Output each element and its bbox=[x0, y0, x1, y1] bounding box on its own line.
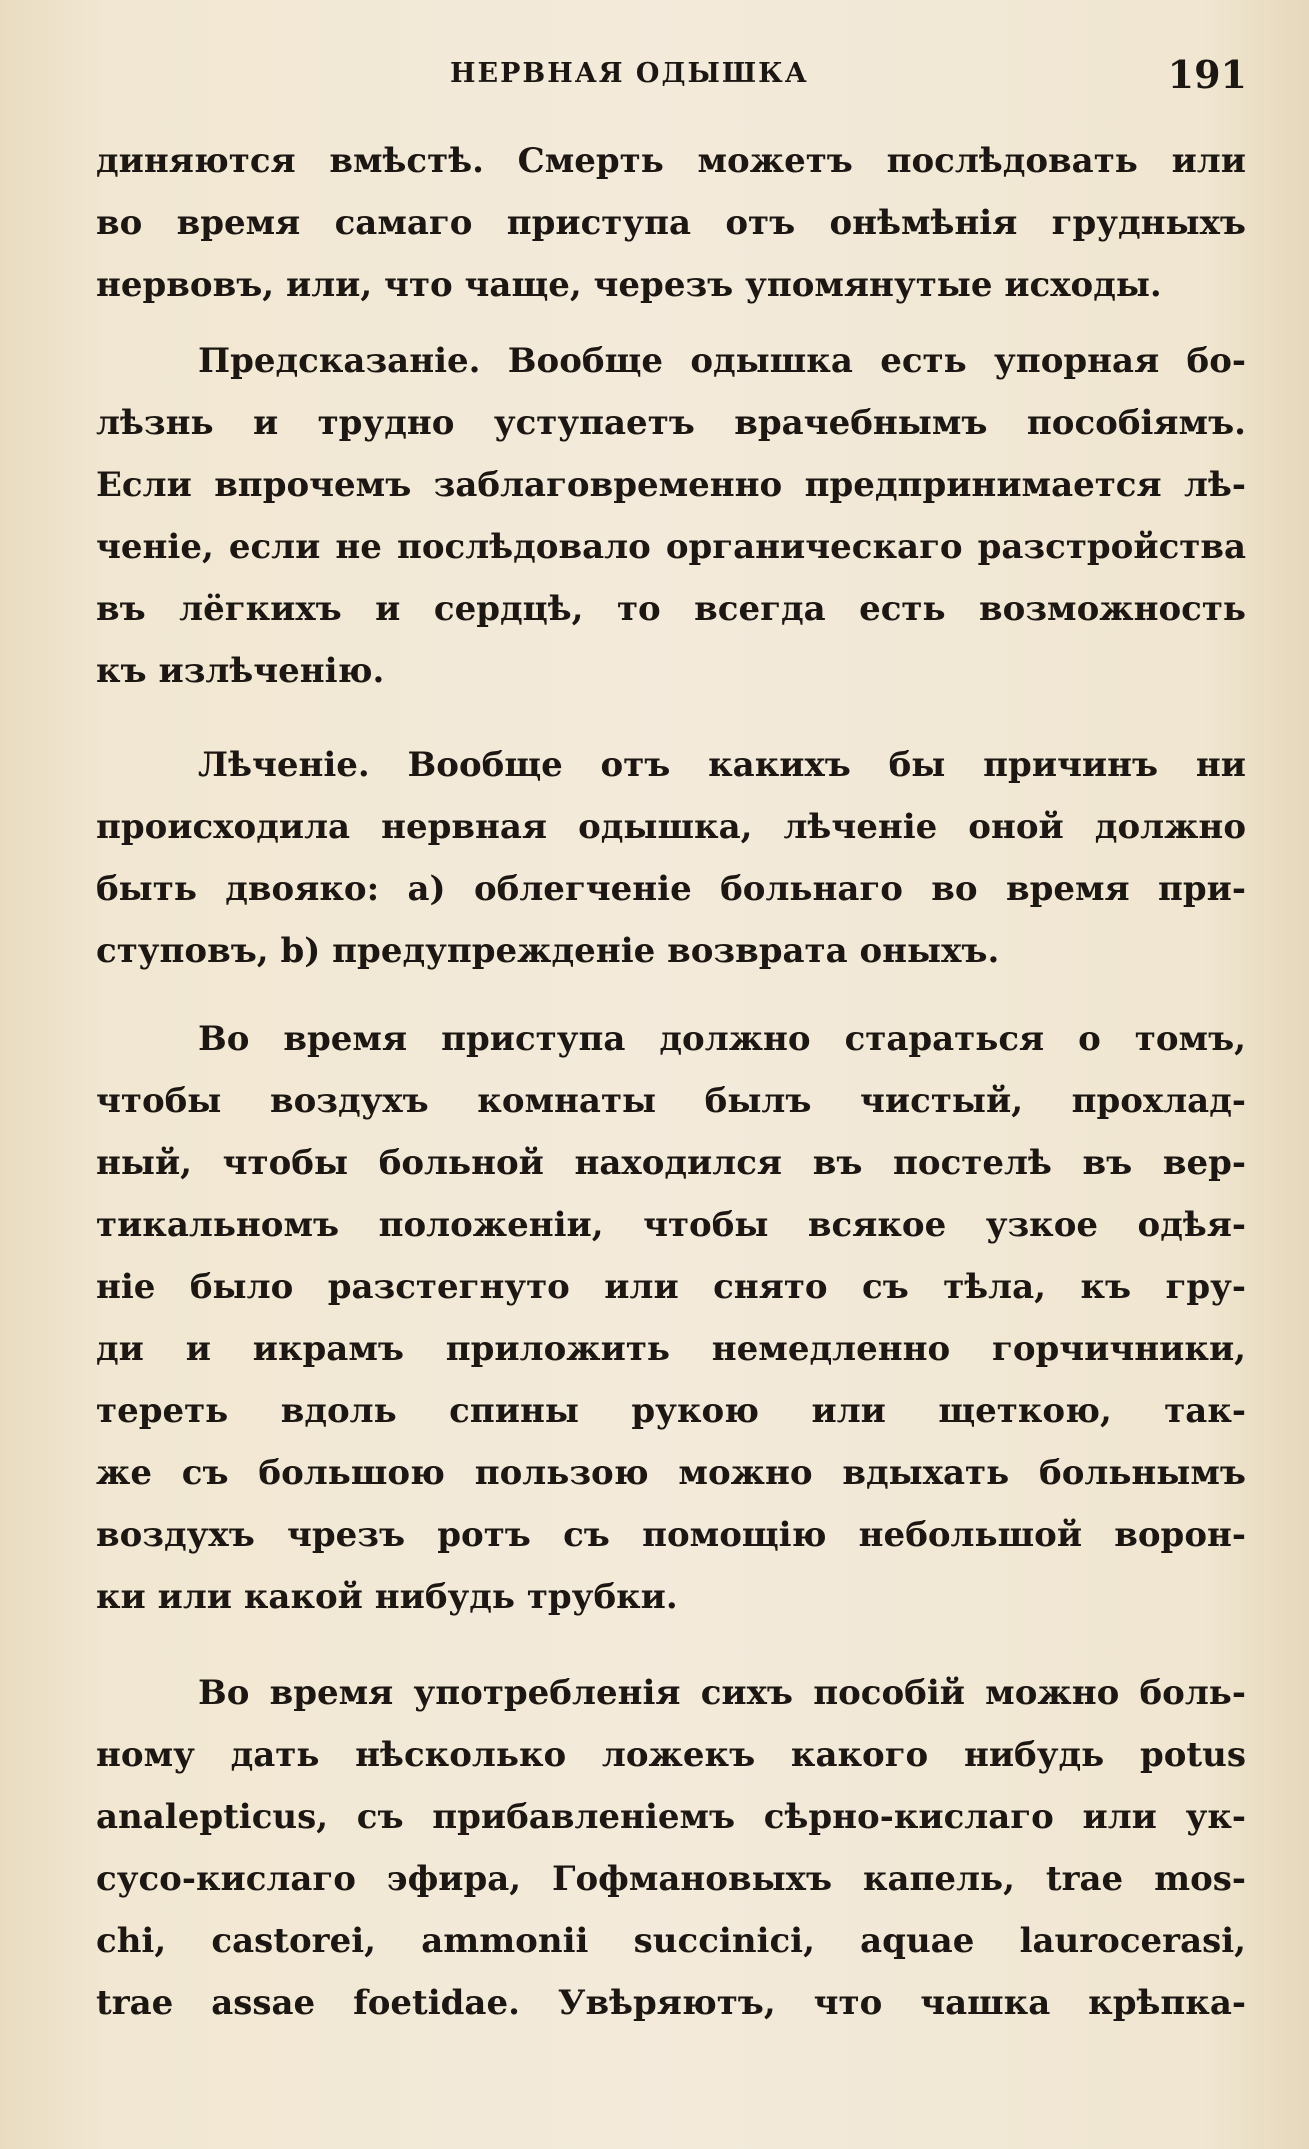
text-line: быть двояко: а) облегченіе больнаго во время при- bbox=[96, 869, 1246, 909]
paragraph-treatment bbox=[96, 734, 1246, 982]
paragraph-gap bbox=[96, 702, 1246, 734]
text-line: во время самаго приступа отъ онѣмѣнія грудныхъ bbox=[96, 203, 1246, 243]
body-text bbox=[96, 130, 1246, 2034]
page-number: 191 bbox=[1167, 52, 1247, 97]
text-line: Если впрочемъ заблаговременно предпринимается лѣ- bbox=[96, 465, 1246, 505]
text-line: тереть вдоль спины рукою или щеткою, так- bbox=[96, 1391, 1246, 1431]
paragraph-gap bbox=[96, 982, 1246, 1008]
running-head: НЕРВНАЯ ОДЫШКА bbox=[450, 58, 809, 89]
paragraph-prognosis bbox=[96, 330, 1246, 702]
text-line: въ лёгкихъ и сердцѣ, то всегда есть возможность bbox=[96, 589, 1246, 629]
text-line: Лѣченіе. Вообще отъ какихъ бы причинъ ни bbox=[198, 745, 1246, 785]
text-line: чтобы воздухъ комнаты былъ чистый, прохлад- bbox=[96, 1081, 1246, 1121]
text-line: диняются вмѣстѣ. Смерть можетъ послѣдовать или bbox=[96, 141, 1246, 181]
text-line: къ излѣченію. bbox=[96, 651, 385, 691]
text-line: лѣзнь и трудно уступаетъ врачебнымъ пособіямъ. bbox=[96, 403, 1246, 443]
text-line: chi, castorei, ammonii succinici, aquae laurocerasi, bbox=[96, 1921, 1246, 1961]
text-line: ный, чтобы больной находился въ постелѣ въ вер- bbox=[96, 1143, 1246, 1183]
paragraph-remedies bbox=[96, 1662, 1246, 2034]
text-line: воздухъ чрезъ ротъ съ помощію небольшой ворон- bbox=[96, 1515, 1246, 1555]
paragraph-gap bbox=[96, 1628, 1246, 1662]
text-line: ки или какой нибудь трубки. bbox=[96, 1577, 678, 1617]
text-line: же съ большою пользою можно вдыхать больнымъ bbox=[96, 1453, 1246, 1493]
paragraph-death bbox=[96, 130, 1246, 316]
text-line: происходила нервная одышка, лѣченіе оной должно bbox=[96, 807, 1246, 847]
text-line: analepticus, съ прибавленіемъ сѣрно-кислаго или ук- bbox=[96, 1797, 1246, 1837]
page-header bbox=[95, 52, 1247, 112]
text-line: Во время приступа должно стараться о томъ, bbox=[198, 1019, 1246, 1059]
text-line: ступовъ, b) предупрежденіе возврата оныхъ. bbox=[96, 931, 1000, 971]
text-line: Предсказаніе. Вообще одышка есть упорная бо- bbox=[198, 341, 1246, 381]
paragraph-attack-care bbox=[96, 1008, 1246, 1628]
text-line: ди и икрамъ приложить немедленно горчичники, bbox=[96, 1329, 1246, 1369]
text-line: нервовъ, или, что чаще, черезъ упомянутые исходы. bbox=[96, 265, 1162, 305]
text-line: Во время употребленія сихъ пособій можно боль- bbox=[198, 1673, 1246, 1713]
text-line: сусо-кислаго эфира, Гофмановыхъ капель, trae mos- bbox=[96, 1859, 1246, 1899]
text-line: ченіе, если не послѣдовало органическаго разстройства bbox=[96, 527, 1246, 567]
text-line: тикальномъ положеніи, чтобы всякое узкое одѣя- bbox=[96, 1205, 1246, 1245]
text-line: trae assae foetidae. Увѣряютъ, что чашка крѣпка- bbox=[96, 1983, 1246, 2023]
paragraph-gap bbox=[96, 316, 1246, 330]
text-line: ніе было разстегнуто или снято съ тѣла, къ гру- bbox=[96, 1267, 1246, 1307]
text-line: ному дать нѣсколько ложекъ какого нибудь potus bbox=[96, 1735, 1246, 1775]
